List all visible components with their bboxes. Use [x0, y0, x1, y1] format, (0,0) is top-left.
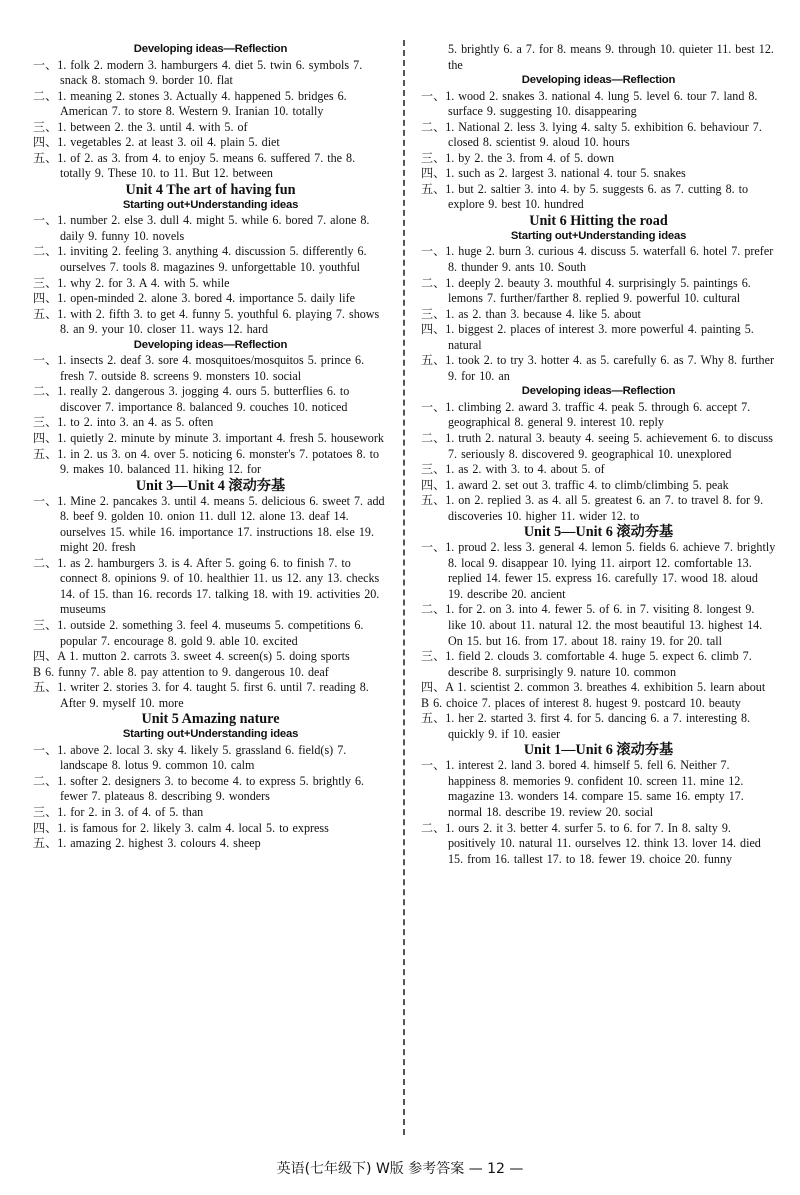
- answer-item: 二、1. National 2. less 3. lying 4. salty 5. exhibition 6. behaviour 7. closed 8. scientist 9. aloud 10. hours: [421, 119, 762, 150]
- section-subtitle: Starting out+Understanding ideas: [122, 198, 299, 211]
- section-subtitle: Starting out+Understanding ideas: [122, 728, 299, 741]
- answer-item: 五、1. writer 2. stories 3. for 4. taught 5. first 6. until 7. reading 8. After 9. myself 10. more: [33, 680, 369, 710]
- unit-title: Unit 4 The art of having fun: [125, 181, 296, 198]
- answer-item: 一、1. folk 2. modern 3. hamburgers 4. diet 5. twin 6. symbols 7. snack 8. stomach 9. border 10. flat: [33, 57, 363, 88]
- answer-item: B 6. choice 7. places of interest 8. hugest 9. postcard 10. beauty: [421, 695, 741, 710]
- answer-item: 一、1. above 2. local 3. sky 4. likely 5. grassland 6. field(s) 7. landscape 8. lotus 9. common 10. calm: [33, 742, 347, 773]
- answer-item: 一、1. proud 2. less 3. general 4. lemon 5. fields 6. achieve 7. brightly 8. local 9. disappear 10. lying 11. airport 12. comfortable 13. replied 14. fewer 15. express 16. carefully 17. wood 18. aloud 19. describe 20. ancient: [421, 540, 776, 601]
- answer-item: 一、1. wood 2. snakes 3. national 4. lung 5. level 6. tour 7. land 8. surface 9. suggesting 10. disappearing: [421, 88, 758, 119]
- answer-item: 二、1. inviting 2. feeling 3. anything 4. discussion 5. differently 6. ourselves 7. tools 8. magazines 9. unforgettable 10. youthful: [33, 244, 367, 275]
- answer-item: 一、1. interest 2. land 3. bored 4. himself 5. fell 6. Neither 7. happiness 8. memories 9. confident 10. screen 11. mine 12. magazine 13. wonders 14. compare 15. same 16. empty 17. normal 18. describe 19. review 20. social: [421, 758, 744, 820]
- answer-continuation: 5. brightly 6. a 7. for 8. means 9. through 10. quieter 11. best 12. the: [448, 42, 774, 72]
- answer-item: 一、1. number 2. else 3. dull 4. might 5. while 6. bored 7. alone 8. daily 9. funny 10. novels: [33, 213, 370, 243]
- answer-item: 一、1. huge 2. burn 3. curious 4. discuss 5. waterfall 6. hotel 7. prefer 8. thunder 9. ants 10. South: [421, 244, 774, 275]
- answer-item: 四、1. such as 2. largest 3. national 4. tour 5. snakes: [421, 166, 686, 181]
- answer-item: 二、1. meaning 2. stones 3. Actually 4. happened 5. bridges 6. American 7. to store 8. Western 9. Iranian 10. totally: [33, 88, 347, 119]
- right-column: [421, 42, 776, 867]
- section-subtitle: Starting out+Understanding ideas: [510, 229, 687, 242]
- unit-title: Unit 5—Unit 6 滚动夯基: [523, 524, 674, 541]
- answer-item: 四、A 1. mutton 2. carrots 3. sweet 4. screen(s) 5. doing sports: [33, 649, 350, 664]
- answer-item: 四、1. is famous for 2. likely 3. calm 4. local 5. to express: [33, 820, 329, 835]
- answer-item: 一、1. insects 2. deaf 3. sore 4. mosquitoes/mosquitos 5. prince 6. fresh 7. outside 8. screens 9. monsters 10. social: [33, 353, 365, 383]
- answer-item: 三、1. as 2. than 3. because 4. like 5. about: [421, 306, 641, 321]
- answer-item: 一、1. climbing 2. award 3. traffic 4. peak 5. through 6. accept 7. geographical 8. general 9. interest 10. reply: [421, 399, 751, 430]
- answer-item: 二、1. ours 2. it 3. better 4. surfer 5. to 6. for 7. In 8. salty 9. positively 10. natural 11. ourselves 12. think 13. lover 14. died 15. from 16. tallest 17. to 18. fewer 19. choice 20. funny: [421, 820, 761, 866]
- answer-item: 二、1. really 2. dangerous 3. jogging 4. ours 5. butterflies 6. to discover 7. importance 8. balanced 9. couches 10. noticed: [33, 384, 350, 414]
- page-footer: 英语(七年级下) W版 参考答案 — 12 —: [276, 1161, 524, 1177]
- answer-item: 五、1. amazing 2. highest 3. colours 4. sheep: [33, 836, 261, 851]
- answer-item: 二、1. deeply 2. beauty 3. mouthful 4. surprisingly 5. paintings 6. lemons 7. further/farther 8. replied 9. powerful 10. cultural: [421, 275, 751, 306]
- answer-item: 三、1. outside 2. something 3. feel 4. museums 5. competitions 6. popular 7. encourage 8. gold 9. able 10. excited: [33, 618, 364, 648]
- answer-item: 四、1. open-minded 2. alone 3. bored 4. importance 5. daily life: [33, 291, 356, 306]
- answer-item: 三、1. why 2. for 3. A 4. with 5. while: [33, 275, 230, 290]
- answer-item: 三、1. between 2. the 3. until 4. with 5. of: [33, 119, 248, 134]
- answer-item: 五、1. on 2. replied 3. as 4. all 5. greatest 6. an 7. to travel 8. for 9. discoveries 10. higher 11. wider 12. to: [421, 493, 764, 523]
- section-subtitle: Developing ideas—Reflection: [133, 43, 288, 55]
- answer-item: 四、1. quietly 2. minute by minute 3. important 4. fresh 5. housework: [33, 430, 384, 445]
- section-subtitle: Developing ideas—Reflection: [133, 338, 288, 351]
- answer-item: 五、1. her 2. started 3. first 4. for 5. dancing 6. a 7. interesting 8. quickly 9. if 10. easier: [421, 711, 751, 741]
- answer-item: 五、1. took 2. to try 3. hotter 4. as 5. carefully 6. as 7. Why 8. further 9. for 10. an: [421, 353, 774, 383]
- answer-item: 二、1. as 2. hamburgers 3. is 4. After 5. going 6. to finish 7. to connect 8. opinions 9. of 10. healthier 11. us 12. any 13. checks 14. of 15. than 16. records 17. talking 18. with 19. activities 20. museums: [33, 555, 380, 617]
- answer-item: 二、1. for 2. on 3. into 4. fewer 5. of 6. in 7. visiting 8. longest 9. like 10. about 11. natural 12. the most beautiful 13. highest 14. On 15. but 16. from 17. about 18. rainy 19. for 20. tall: [421, 602, 763, 648]
- answer-item: 三、1. by 2. the 3. from 4. of 5. down: [421, 150, 615, 165]
- unit-title: Unit 3—Unit 4 滚动夯基: [135, 477, 286, 494]
- left-column: [33, 42, 388, 852]
- answer-item: 二、1. truth 2. natural 3. beauty 4. seeing 5. achievement 6. to discuss 7. seriously 8. discovered 9. geographical 10. unexplored: [421, 430, 773, 461]
- answer-item: 五、1. in 2. us 3. on 4. over 5. noticing 6. monster's 7. potatoes 8. to 9. makes 10. balanced 11. hiking 12. for: [33, 446, 380, 477]
- section-subtitle: Developing ideas—Reflection: [521, 74, 676, 87]
- column-divider: [403, 40, 405, 1135]
- answer-columns: [0, 42, 800, 1142]
- answer-item: 一、1. Mine 2. pancakes 3. until 4. means 5. delicious 6. sweet 7. add 8. beef 9. golden 10. onion 11. dull 12. alone 13. deaf 14. ourselves 15. while 16. importance 17. instructions 18. else 19. might 20. fresh: [33, 493, 385, 555]
- answer-item: 四、1. biggest 2. places of interest 3. more powerful 4. painting 5. natural: [421, 322, 754, 352]
- unit-title: Unit 5 Amazing nature: [141, 711, 280, 728]
- answer-item: 五、1. with 2. fifth 3. to get 4. funny 5. youthful 6. playing 7. shows 8. an 9. your 10. closer 11. ways 12. hard: [33, 306, 380, 337]
- answer-item: 二、1. softer 2. designers 3. to become 4. to express 5. brightly 6. fewer 7. plateaus 8. describing 9. wonders: [33, 773, 365, 804]
- answer-item: 三、1. for 2. in 3. of 4. of 5. than: [33, 804, 204, 819]
- unit-title: Unit 1—Unit 6 滚动夯基: [523, 742, 674, 759]
- answer-item: 四、1. vegetables 2. at least 3. oil 4. plain 5. diet: [33, 135, 280, 150]
- answer-item: 五、1. but 2. saltier 3. into 4. by 5. suggests 6. as 7. cutting 8. to explore 9. best 10. hundred: [421, 181, 749, 212]
- section-subtitle: Developing ideas—Reflection: [521, 385, 676, 398]
- unit-title: Unit 6 Hitting the road: [529, 212, 668, 229]
- answer-item: 三、1. to 2. into 3. an 4. as 5. often: [33, 415, 214, 430]
- answer-item: 四、A 1. scientist 2. common 3. breathes 4. exhibition 5. learn about: [421, 680, 766, 695]
- answer-item: 五、1. of 2. as 3. from 4. to enjoy 5. means 6. suffered 7. the 8. totally 9. These 10. to 11. But 12. between: [33, 150, 356, 181]
- answer-item: 三、1. field 2. clouds 3. comfortable 4. huge 5. expect 6. climb 7. describe 8. surprisingly 9. nature 10. common: [421, 649, 752, 679]
- answer-item: 三、1. as 2. with 3. to 4. about 5. of: [421, 462, 605, 477]
- answer-item: 四、1. award 2. set out 3. traffic 4. to climb/climbing 5. peak: [421, 477, 729, 492]
- answer-item: B 6. funny 7. able 8. pay attention to 9. dangerous 10. deaf: [33, 664, 329, 679]
